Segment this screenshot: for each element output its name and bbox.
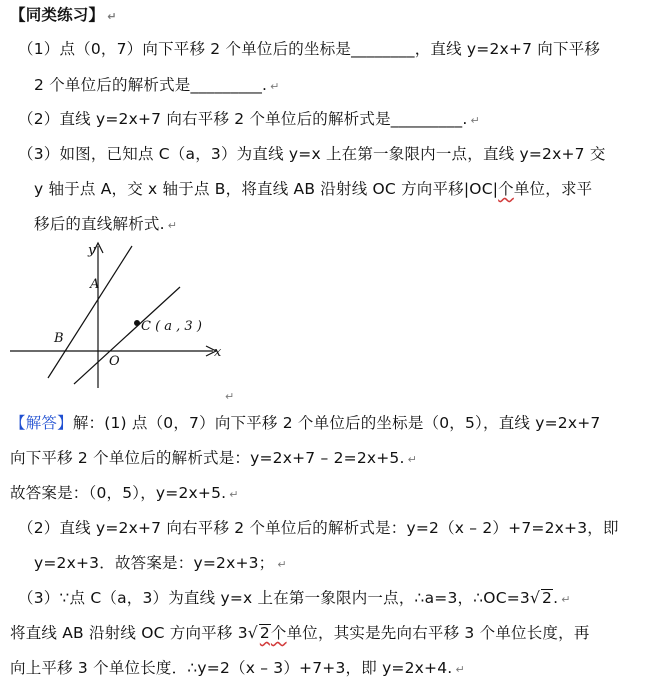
label-o: O xyxy=(109,354,120,369)
paragraph-mark-icon: ↵ xyxy=(270,80,280,93)
label-c: C ( a , 3 ) xyxy=(141,319,202,334)
question-3-line-1: （3）如图，已知点 C（a，3）为直线 y=x 上在第一象限内一点，直线 y=2x+7 交 xyxy=(18,145,606,163)
answer-line-7: 将直线 AB 沿射线 OC 方向平移 3√ 2个单位，其实是先向右平移 3 个单位长度，再 xyxy=(10,624,590,642)
paragraph-mark-icon: ↵ xyxy=(455,663,465,676)
paragraph-mark-icon: ↵ xyxy=(167,219,178,232)
answer-line-6: （3）∵点 C（a，3）为直线 y=x 上在第一象限内一点，∴a=3，∴OC=3√ 2. ↵ xyxy=(18,589,571,607)
question-1-line-2: 2 个单位后的解析式是_________. ↵ xyxy=(34,76,280,94)
sqrt-sign: √ xyxy=(247,624,258,642)
answer-tag: 【解答】 xyxy=(10,414,73,432)
label-a: A xyxy=(90,277,100,292)
answer-line-3: 故答案是：（0，5），y=2x+5. ↵ xyxy=(10,484,239,502)
answer-line-1: 【解答】解：(1) 点（0，7）向下平移 2 个单位后的坐标是（0，5），直线 y=2x+7 xyxy=(10,414,601,432)
paragraph-mark-icon: ↵ xyxy=(561,593,571,606)
label-y: y xyxy=(88,243,96,258)
question-3-line-3: 移后的直线解析式. ↵ xyxy=(34,215,178,233)
paragraph-mark-icon: ↵ xyxy=(407,453,418,466)
figure-end-mark xyxy=(222,384,234,408)
label-b: B xyxy=(54,331,64,346)
point-c xyxy=(134,320,140,326)
section-title xyxy=(10,4,117,28)
paragraph-mark-icon: ↵ xyxy=(225,390,235,403)
sqrt-sign: √ xyxy=(529,589,541,607)
paragraph-mark-icon: ↵ xyxy=(277,558,287,571)
answer-line-2: 向下平移 2 个单位后的解析式是：y=2x+7 – 2=2x+5. ↵ xyxy=(10,449,418,467)
sqrt-radicand: 2 xyxy=(259,624,270,642)
question-1-line-1: （1）点（0，7）向下平移 2 个单位后的坐标是________，直线 y=2x+7 向下平移 xyxy=(18,40,601,58)
section-title-text: 【同类练习】 xyxy=(10,6,105,24)
line-y-equals-x xyxy=(74,287,180,384)
label-x: x xyxy=(214,345,222,360)
paragraph-mark-icon: ↵ xyxy=(107,10,117,23)
question-2: （2）直线 y=2x+7 向右平移 2 个单位后的解析式是_________. ↵ xyxy=(18,110,480,128)
spellcheck-wavy-word: 个 xyxy=(270,624,287,642)
sqrt-radicand: 2 xyxy=(542,589,553,607)
question-3-line-2: y 轴于点 A，交 x 轴于点 B，将直线 AB 沿射线 OC 方向平移|OC|个单位，求平 xyxy=(34,180,593,198)
answer-line-4: （2）直线 y=2x+7 向右平移 2 个单位后的解析式是：y=2（x – 2）+7=2x+3，即 xyxy=(18,519,619,537)
paragraph-mark-icon: ↵ xyxy=(229,488,239,501)
coordinate-figure xyxy=(8,238,238,396)
paragraph-mark-icon: ↵ xyxy=(470,114,480,127)
spellcheck-wavy-word: 个 xyxy=(498,180,514,198)
answer-line-8: 向上平移 3 个单位长度．∴y=2（x – 3）+7+3，即 y=2x+4. ↵ xyxy=(10,659,465,677)
answer-line-5: y=2x+3．故答案是：y=2x+3； ↵ xyxy=(34,554,287,572)
